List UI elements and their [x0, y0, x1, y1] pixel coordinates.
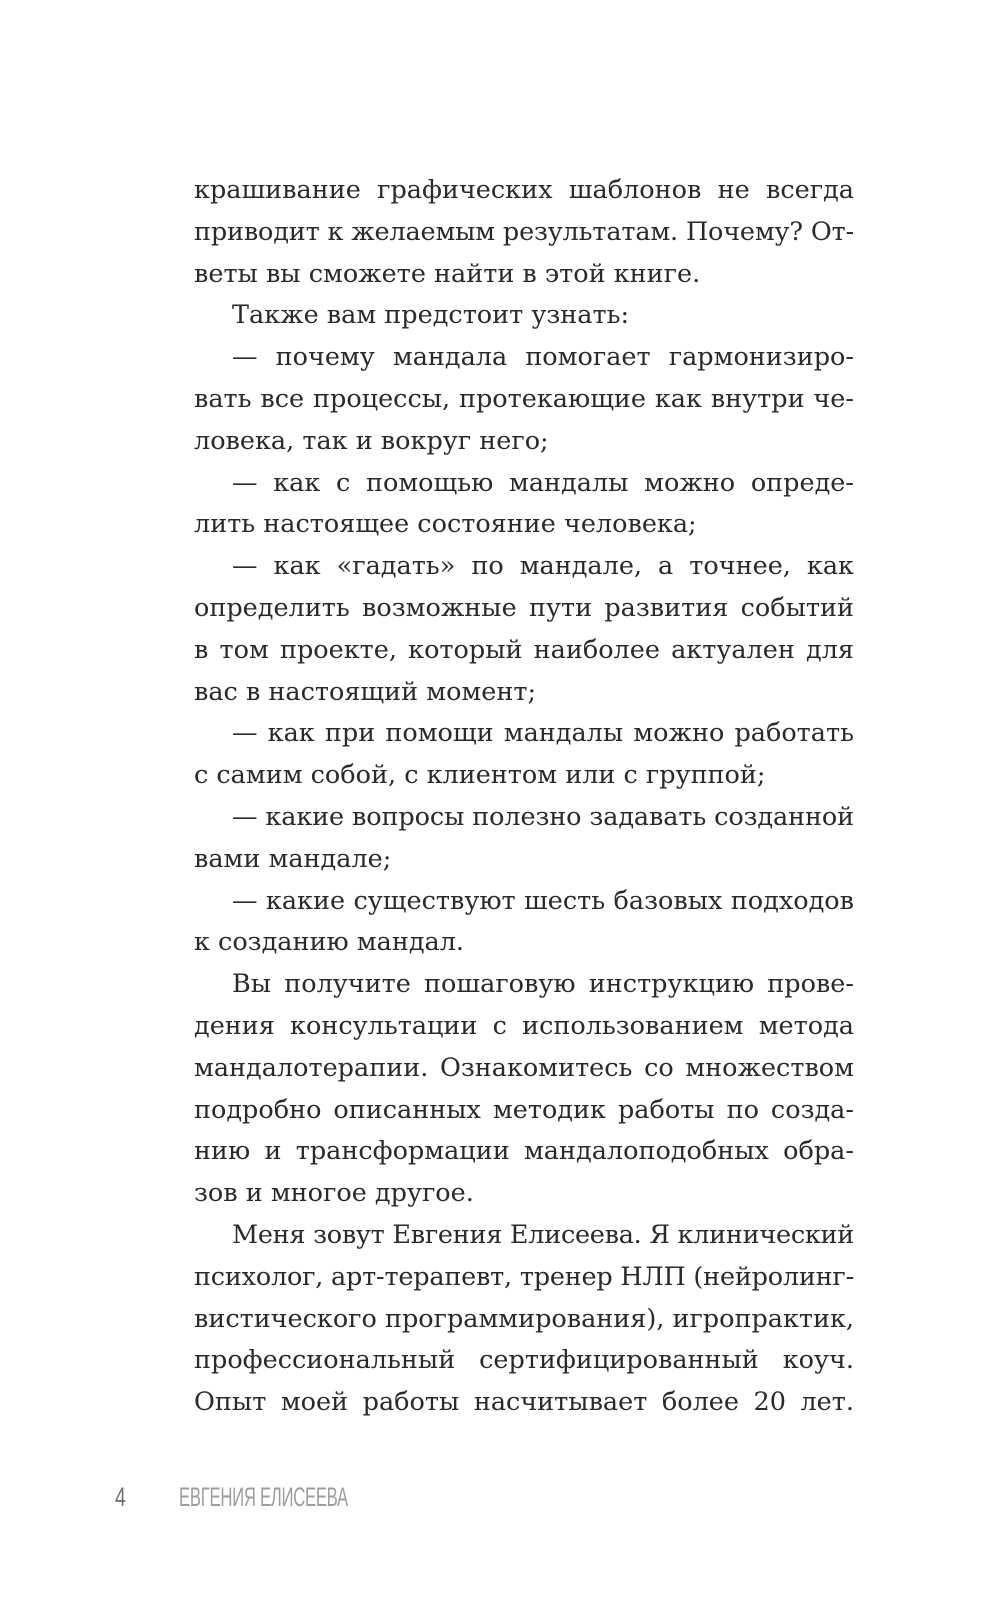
text-line: Вы получите пошаговую инструкцию прове-: [232, 969, 854, 1000]
text-line: вами мандале;: [194, 843, 392, 874]
text-line: к созданию мандал.: [194, 927, 465, 958]
text-line: дения консультации с использованием метода: [194, 1010, 854, 1041]
text-line: вас в настоящий момент;: [194, 676, 537, 707]
running-title: ЕВГЕНИЯ ЕЛИСЕЕВА: [179, 1482, 348, 1512]
text-line: Опыт моей работы насчитывает более 20 лет.: [194, 1387, 854, 1418]
body-text: [194, 170, 854, 1424]
text-line: Меня зовут Евгения Елисеева. Я клинический: [232, 1219, 854, 1250]
text-line: психолог, арт-терапевт, тренер НЛП (нейролинг-: [194, 1261, 854, 1292]
text-line: зов и многое другое.: [194, 1178, 474, 1209]
text-line: вистического программирования), игропрактик,: [194, 1303, 854, 1334]
text-line: вать все процессы, протекающие как внутри че-: [194, 383, 854, 414]
text-line: нию и трансформации мандалоподобных обра-: [194, 1136, 854, 1167]
text-line: — как с помощью мандалы можно опреде-: [232, 467, 854, 498]
page-number: 4: [115, 1482, 126, 1512]
text-line: с самим собой, с клиентом или с группой;: [194, 760, 766, 791]
text-line: — почему мандала помогает гармонизиро-: [232, 342, 854, 373]
page-footer: [115, 1482, 451, 1513]
text-line: Также вам предстоит узнать:: [232, 300, 630, 331]
text-line: лить настоящее состояние человека;: [194, 509, 697, 540]
text-line: — какие вопросы полезно задавать созданной: [232, 801, 854, 832]
text-line: в том проекте, который наиболее актуален для: [194, 634, 854, 665]
text-line: профессиональный сертифицированный коуч.: [194, 1345, 854, 1376]
text-line: веты вы сможете найти в этой книге.: [194, 258, 701, 289]
text-line: приводит к желаемым результатам. Почему? От-: [194, 216, 854, 247]
text-line: — как «гадать» по мандале, а точнее, как: [232, 551, 854, 582]
text-line: — какие существуют шесть базовых подходов: [232, 885, 854, 916]
text-line: мандалотерапии. Ознакомитесь со множеством: [194, 1052, 854, 1083]
text-line: ловека, так и вокруг него;: [194, 425, 549, 456]
text-line: — как при помощи мандалы можно работать: [232, 718, 854, 749]
text-line: крашивание графических шаблонов не всегда: [194, 175, 854, 205]
text-line: подробно описанных методик работы по созда-: [194, 1094, 854, 1125]
text-line: определить возможные пути развития событий: [194, 592, 854, 623]
